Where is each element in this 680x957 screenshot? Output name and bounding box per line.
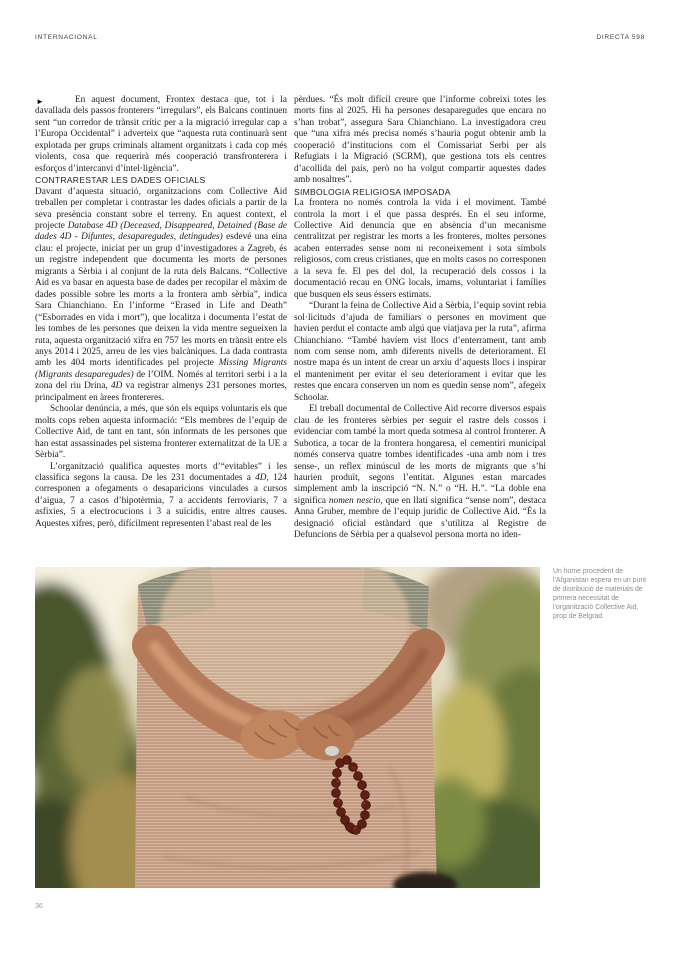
paragraph: “Durant la feina de Collective Aid a Sèrbia, l’equip sovint rebia sol·licituds d’ajuda de familiars o persones en moviment que havien perdut el contacte amb algú que viatjava per la ruta”, afirma Chianchiano. “També havíem vist llocs d’enterrament, tant amb nom com sense nom, amb diferents nivells de deteriorament. El nostre mapa és un intent de crear un arxiu d’aquests llocs i inspirar el manteniment per evitar el seu deteriorament i evitar que les restes que encara conserven un nom es quedin sense nom”, afegeix Schoolar. xyxy=(294,301,546,403)
paragraph: El treball documental de Collective Aid recorre diversos espais clau de les fronteres sèrbies per seguir el rastre dels cossos i evidenciar com també la mort queda sotmesa al control fronterer. A Subotica, a tocar de la frontera hongaresa, el cementiri municipal només conserva quatre tombes identificades -una amb nom i tres sense-, un reflex minúscul de les morts de migrants que s’hi haurien produït, segons l’entitat. Algunes estan marcades simplement amb la inscripció “N. N.” o “H. H.”. “La doble ena significa nomen nescio, que en llatí significa “sense nom”, destaca Anna Gruber, membre de l’equip jurídic de Collective Aid. “És la designació oficial estàndard que s’utilitza al Registre de Defuncions de Sèrbia per a qualsevol persona morta no iden- xyxy=(294,404,546,541)
paragraph: L’organització qualifica aquestes morts d’“evitables” i les classifica segons la causa. De les 231 documentades a 4D, 124 corresponen a ofegaments o desaparicions vinculades a cursos d’aigua, 7 a casos d’hipotèrmia, 7 a accidents ferroviaris, 7 a asfíxies, 5 a electrocucions i 3 a suïcidis, entre altres causes. Aquestes xifres, però, difícilment representen l’abast real de les xyxy=(35,461,287,529)
photo-caption: Un home procedent de l’Afganistan espera en un punt de distribució de materials de primera necessitat de l’organització Collective Aid, prop de Belgrad. xyxy=(553,568,647,620)
section-subhead: SIMBOLOGIA RELIGIOSA IMPOSADA xyxy=(294,186,451,197)
continuation-arrow-icon: ► xyxy=(36,96,44,106)
article-photo xyxy=(35,567,540,888)
paragraph: pèrdues. “És molt difícil creure que l’informe cobreixi totes les morts fins al 2025. Hi ha persones desaparegudes que encara no s’han trobat”, assegura Sara Chianchiano. La investigadora creu que “una xifra més precisa només s’hauria pogut obtenir amb la cooperació d’institucions com el Comissariat Serbi per als Refugiats i la Migració (SCRM), que gestiona tots els centres d’acollida del país, però no ha volgut compartir aquestes dades amb nosaltres”. xyxy=(294,95,546,186)
issue-label: DIRECTA 598 xyxy=(596,34,645,41)
right-column xyxy=(294,95,546,542)
page-header xyxy=(35,34,645,41)
section-label: INTERNACIONAL xyxy=(35,34,98,41)
paragraph: En aquest document, Frontex destaca que, tot i la davallada dels passos fronterers “irregulars”, els Balcans continuen sent “un corredor de trànsit crític per a la migració irregular cap a l’Europa Occidental” i adverteix que “aquesta ruta continuarà sent explotada per grups criminals altament organitzats i cada cop més violents, cosa que requerirà més cooperació transfronterera i esforços d’intercanvi d’intel·ligència”. xyxy=(35,95,287,174)
paragraph: Davant d’aquesta situació, organitzacions com Collective Aid treballen per completar i contrastar les dades oficials a partir de la seva presència constant sobre el terreny. En aquest context, el projecte Database 4D (Deceased, Disappeared, Detained (Base de dades 4D - Difuntes, desaparegudes, detingudes) esdevé una eina clau: el projecte, iniciat per un grup d’investigadores a Zagreb, és un registre independent que documenta les morts de persones migrants a Sèrbia i al conjunt de la ruta dels Balcans. “Collective Aid es va basar en aquesta base de dades per recopilar el màxim de dades possible sobre les morts a la frontera amb sèrbia”, indica Sara Chianchiano. En l’informe “Erased in Life and Death” (“Esborrades en vida i mort”), que localitza i documenta l’estat de les tombes de les persones que deixen la vida mentre segueixen la ruta, aquesta organització xifra en 757 les morts en trànsit entre els anys 2014 i 2025, arreu de les vies balcàniques. La dada contrasta amb les 404 morts identificades pel projecte Missing Migrants (Migrants desaparegudes) de l’OIM. Només al territori serbi i a la zona del riu Drina, 4D va registrar almenys 231 persones mortes, principalment en àrees frontereres. xyxy=(35,186,287,403)
left-column xyxy=(35,95,287,542)
section-subhead: CONTRARESTAR LES DADES OFICIALS xyxy=(35,175,206,186)
photo-illustration xyxy=(35,567,540,888)
article-body xyxy=(35,95,546,542)
page-number: 36 xyxy=(35,903,43,910)
paragraph: La frontera no només controla la vida i el moviment. També controla la mort i el que passa després. En el seu informe, Collective Aid denuncia que en absència d’un mecanisme centralitzat per registrar les morts a les fronteres, moltes persones acaben enterrades sense nom ni reconeixement i sota símbols religiosos, com creus cristianes, que en molts casos no corresponen a la seva fe. El pes del dol, la recuperació dels cossos i la documentació recau en ONG locals, imams, voluntariat i famílies que busquen els seus éssers estimats. xyxy=(294,198,546,300)
paragraph: Schoolar denúncia, a més, que són els equips voluntaris els que molts cops reben aquesta informació: “Els membres de l’equip de Collective Aid, de tant en tant, són informats de les persones que han estat assassinades pel sistema fronterer externalitzat de la UE a Sèrbia”. xyxy=(35,404,287,461)
